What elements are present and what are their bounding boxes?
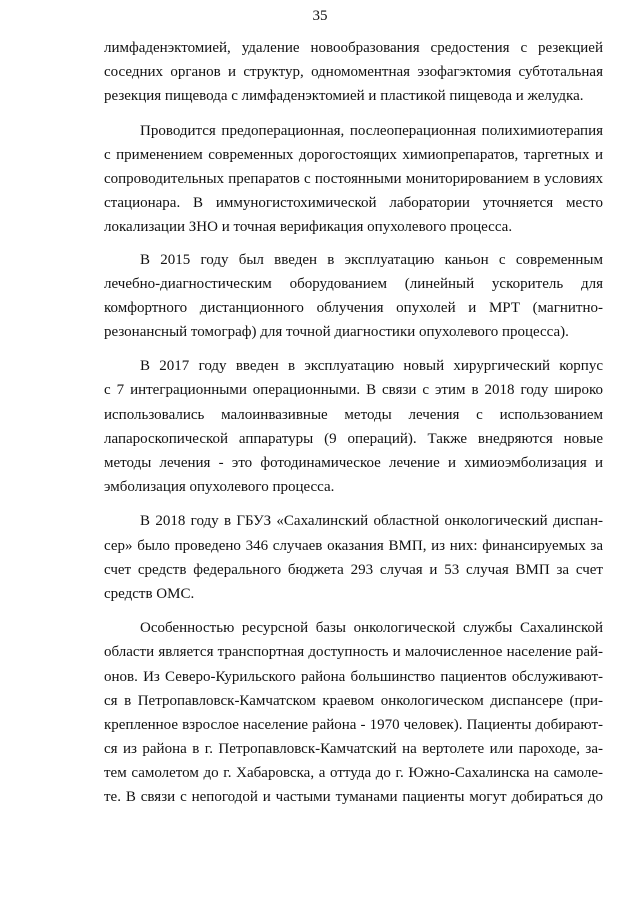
- text-line: средств ОМС.: [104, 585, 195, 602]
- text-line: тем самолетом до г. Хабаровска, а оттуда до г. Южно-Сахалинска на самоле-: [104, 765, 603, 782]
- text-line: сопроводительных препаратов с постоянными мониторированием в условиях: [104, 170, 603, 187]
- text-line: локализации ЗНО и точная верификация опухолевого процесса.: [104, 219, 513, 236]
- text-line: В 2015 году был введен в эксплуатацию каньон с современным: [140, 251, 603, 268]
- text-line: лечебно-диагностическим оборудованием (линейный ускоритель для: [104, 275, 603, 292]
- text-line: онов. Из Северо-Курильского района большинство пациентов обслуживают-: [104, 668, 603, 685]
- text-line: резонансный томограф) для точной диагностики опухолевого процесса).: [104, 324, 569, 341]
- text-line: комфортного дистанционного облучения опухолей и МРТ (магнитно-: [104, 299, 603, 316]
- paragraph-5: [104, 509, 603, 606]
- text-line: с применением современных дорогостоящих химиопрепаратов, таргетных и: [104, 146, 603, 163]
- text-line: лапароскопической аппаратуры (9 операций). Также внедряются новые: [104, 430, 603, 447]
- paragraph-3: [104, 248, 603, 345]
- page-number: 35: [312, 8, 328, 24]
- text-line: лимфаденэктомией, удаление новообразования средостения с резекцией: [104, 40, 603, 56]
- text-line: методы лечения - это фотодинамическое лечение и химиоэмболизация и: [104, 455, 603, 471]
- text-line: с 7 интеграционными операционными. В связи с этим в 2018 году широко: [104, 382, 603, 399]
- paragraph-4: [104, 354, 603, 499]
- text-line: сер» было проведено 346 случаев оказания ВМП, из них: финансируемых за: [104, 537, 603, 554]
- text-line: соседних органов и структур, одномоментная эзофагэктомия субтотальная: [104, 64, 603, 81]
- text-line: В 2017 году введен в эксплуатацию новый хирургический корпус: [140, 358, 603, 375]
- text-line: ся из района в г. Петропавловск-Камчатский на вертолете или пароходе, за-: [104, 741, 603, 758]
- text-line: счет средств федерального бюджета 293 случая и 53 случая ВМП за счет: [104, 561, 603, 578]
- paragraph-2: [104, 119, 603, 240]
- document-body: [104, 36, 603, 810]
- text-line: использовались малоинвазивные методы лечения с использованием: [104, 406, 603, 423]
- text-line: стационара. В иммуногистохимической лаборатории уточняется место: [104, 195, 603, 212]
- text-line: ся в Петропавловск-Камчатском краевом онкологическом диспансере (при-: [104, 692, 603, 709]
- text-line: Особенностью ресурсной базы онкологической службы Сахалинской: [140, 620, 603, 637]
- text-line: Проводится предоперационная, послеоперационная полихимиотерапия: [140, 122, 603, 139]
- text-line: В 2018 году в ГБУЗ «Сахалинский областной онкологический диспан-: [140, 513, 603, 530]
- text-line: эмболизация опухолевого процесса.: [104, 479, 335, 496]
- text-line: резекция пищевода с лимфаденэктомией и пластикой пищевода и желудка.: [104, 88, 584, 105]
- paragraph-6: [104, 616, 603, 810]
- text-line: области является транспортная доступность и малочисленное население рай-: [104, 644, 603, 661]
- paragraph-1: [104, 36, 603, 109]
- text-line: крепленное взрослое население района - 1970 человек). Пациенты добирают-: [104, 716, 603, 733]
- text-line: те. В связи с непогодой и частыми туманами пациенты могут добираться до: [104, 789, 603, 806]
